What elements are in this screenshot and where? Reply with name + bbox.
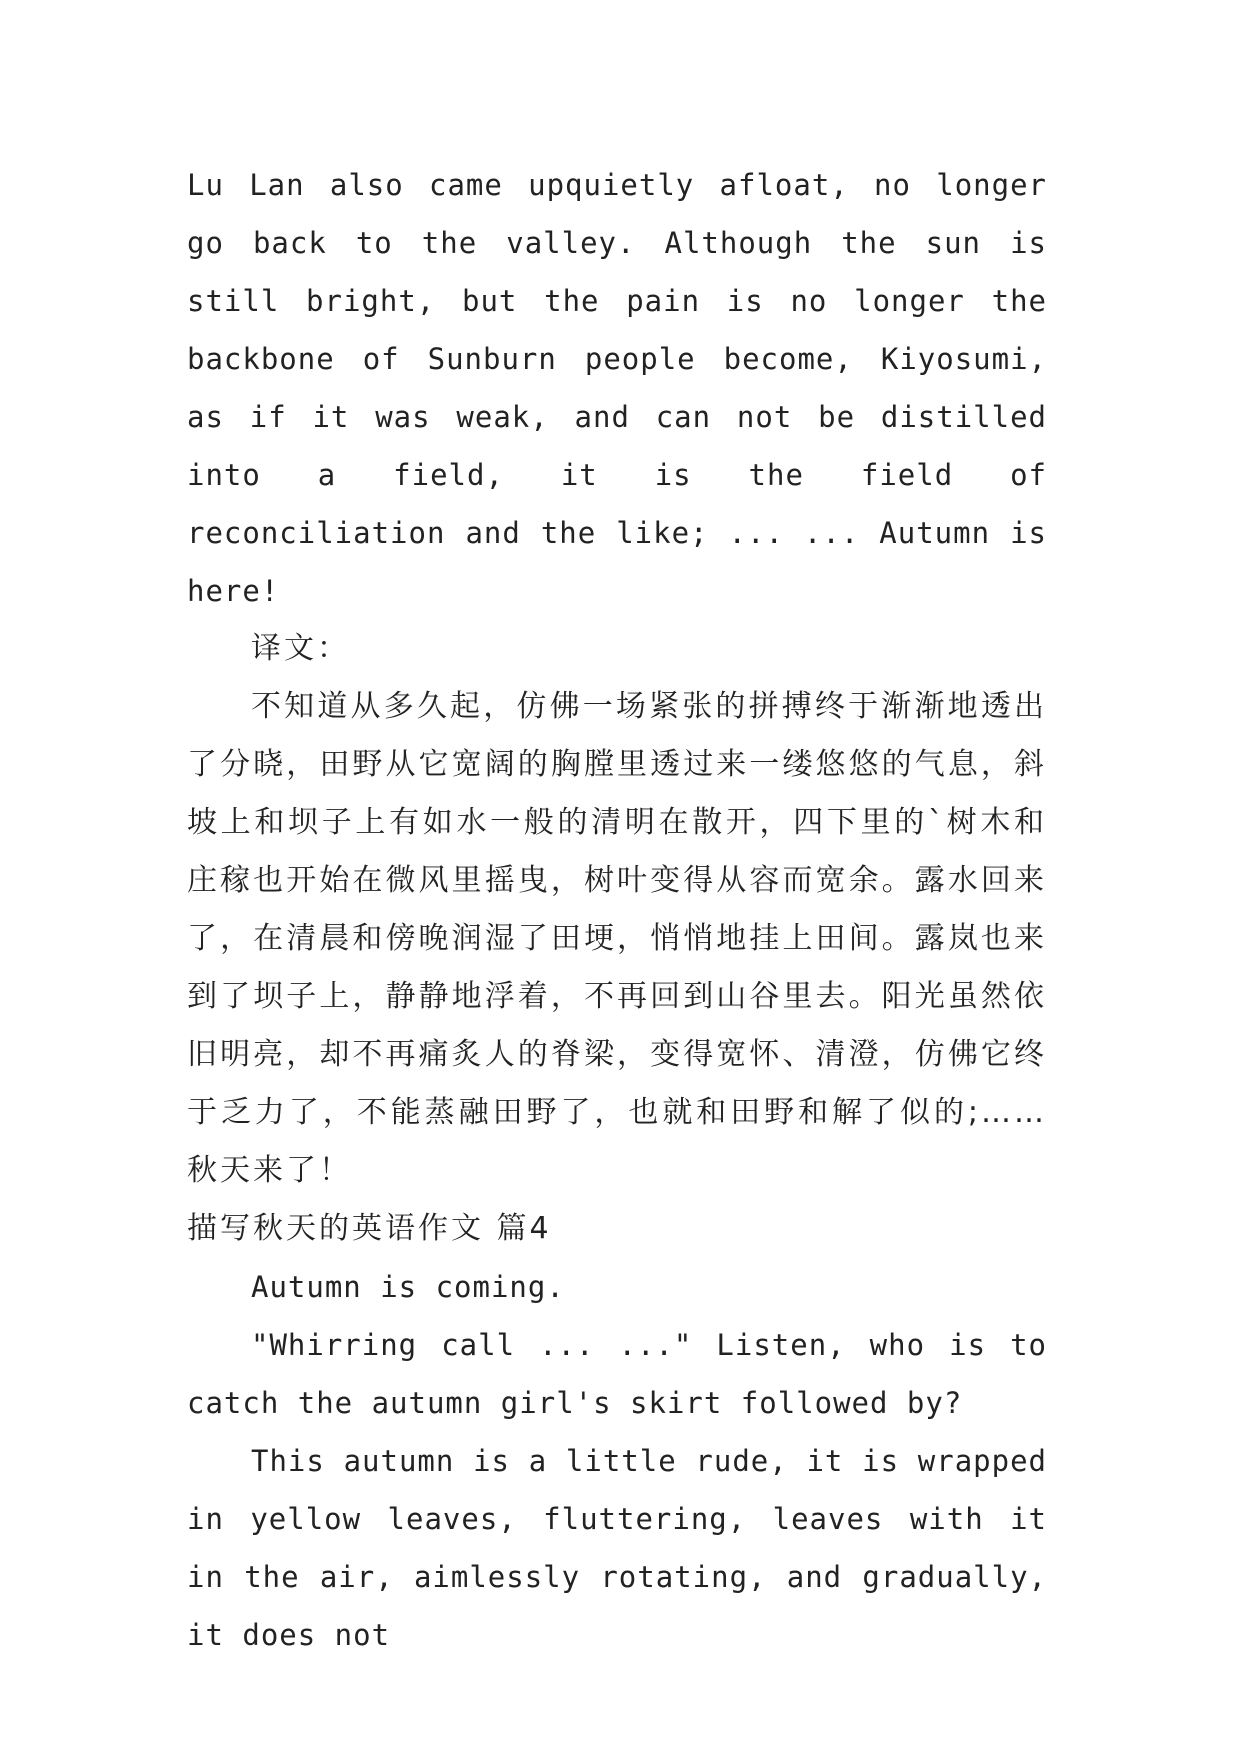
- english-paragraph: This autumn is a little rude, it is wrapped in yellow leaves, fluttering, leaves with it in the air, aimlessly rotating, and gradually, it does not: [187, 1444, 1047, 1652]
- translation-label: 译文：: [251, 631, 350, 666]
- section-heading: 描写秋天的英语作文 篇4: [187, 1211, 552, 1246]
- english-paragraph: Autumn is coming.: [251, 1270, 565, 1304]
- chinese-paragraph: 不知道从多久起，仿佛一场紧张的拼搏终于渐渐地透出了分晓，田野从它宽阔的胸膛里透过来一缕悠悠的气息，斜坡上和坝子上有如水一般的清明在散开，四下里的`树木和庄稼也开始在微风里摇曳，树叶变得从容而宽余。露水回来了，在清晨和傍晚润湿了田埂，悄悄地挂上田间。露岚也来到了坝子上，静静地浮着，不再回到山谷里去。阳光虽然依旧明亮，却不再痛炙人的脊梁，变得宽怀、清澄，仿佛它终于乏力了，不能蒸融田野了，也就和田野和解了似的;……秋天来了！: [187, 689, 1047, 1188]
- english-paragraph: "Whirring call ... ..." Listen, who is to catch the autumn girl's skirt followed by?: [187, 1328, 1047, 1420]
- english-paragraph: Lu Lan also came upquietly afloat, no longer go back to the valley. Although the sun is still bright, but the pain is no longer the backbone of Sunburn people become, Kiyosumi, as if it was weak, and can not be distilled into a field, it is the field of reconciliation and the like; ... ... Autumn is here!: [187, 168, 1047, 608]
- document-body: [187, 156, 1047, 1664]
